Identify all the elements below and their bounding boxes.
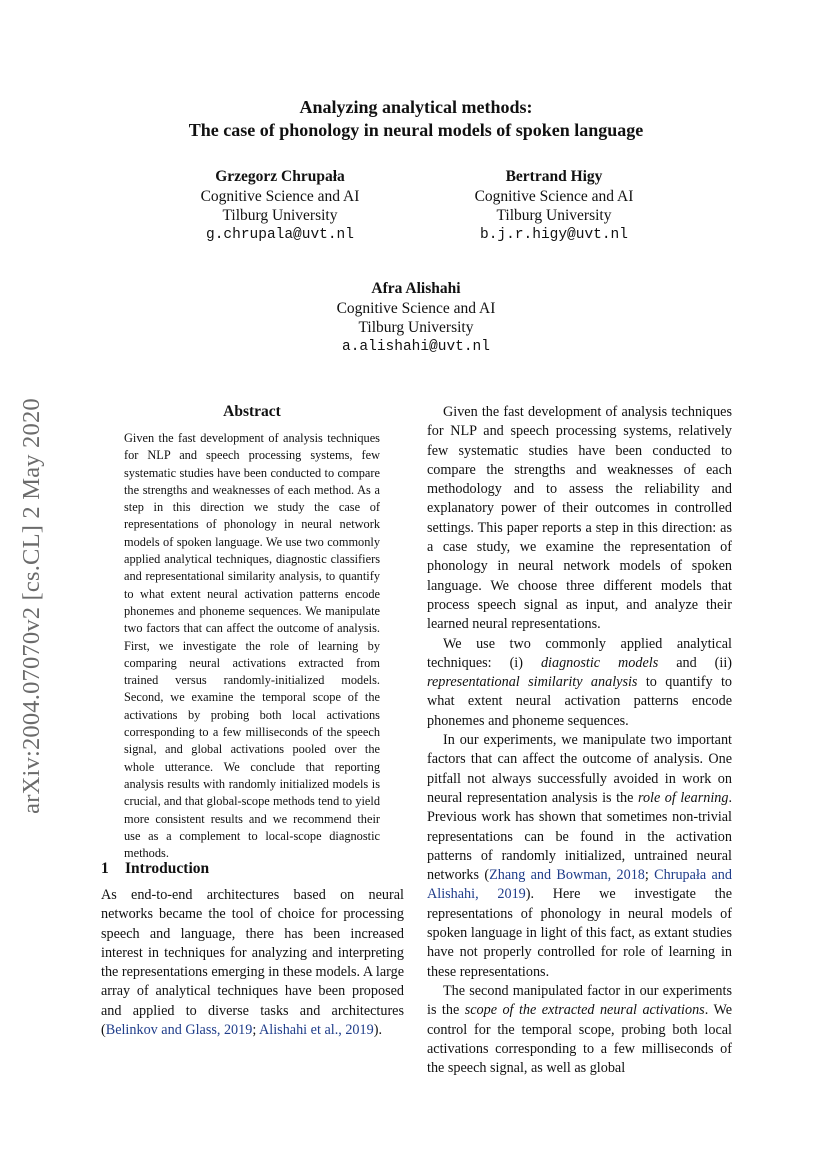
text-run: In our experiments, we manipulate two important factors that can affect the outcome of analysis. One pitfall not always successfully avoided in work on neural representation analysis is the <box>427 732 732 806</box>
author-name: Bertrand Higy <box>505 168 603 185</box>
author-block <box>454 167 654 245</box>
text-run: . Previous work has shown that sometimes non-trivial representations can be found in the activation patterns of randomly initialized, untrained neural networks ( <box>427 789 732 884</box>
text-run: ). Here we investigate the representations of phonology in neural models of spoken language in light of this fact, as extant studies have not properly controlled for role of learning in these representations. <box>427 886 732 980</box>
author-name: Afra Alishahi <box>371 280 461 297</box>
section-number: 1 <box>101 860 109 877</box>
arxiv-identifier: arXiv:2004.07070v2 [cs.CL] 2 May 2020 <box>18 398 45 814</box>
citation-link[interactable]: Alishahi et al., 2019 <box>259 1022 374 1039</box>
emphasis: diagnostic models <box>540 654 659 671</box>
text-run: ). <box>373 1022 382 1039</box>
author-university: Tilburg University <box>222 207 338 224</box>
body-paragraph <box>427 731 732 982</box>
citation-link[interactable]: Belinkov and Glass, 2019 <box>105 1022 253 1039</box>
text-run: . We control for the temporal scope, probing both local activations corresponding to a few milliseconds of the speech signal, as well as global <box>427 1002 732 1077</box>
body-paragraph <box>427 982 732 1078</box>
paper-title <box>100 96 732 142</box>
author-university: Tilburg University <box>358 319 474 336</box>
body-paragraph <box>427 635 732 731</box>
author-university: Tilburg University <box>496 207 612 224</box>
body-paragraph: Given the fast development of analysis techniques for NLP and speech processing systems, relatively few systematic studies have been conducted to compare the strengths and weaknesses of each methodology and to assess the reliability and explanatory power of their outcomes in controlled settings. This paper reports a step in this direction: as a case study, we examine the representation of phonology in neural network models of spoken language. We choose three different models that process speech signal as input, and analyze their learned neural representations. <box>427 404 732 633</box>
author-affiliation: Cognitive Science and AI <box>200 187 360 205</box>
section-title: Introduction <box>125 860 210 877</box>
abstract-heading: Abstract <box>223 403 281 420</box>
author-name: Grzegorz Chrupała <box>215 168 345 185</box>
abstract-text: Given the fast development of analysis techniques for NLP and speech processing systems, few systematic studies have been conducted to compare the strengths and weaknesses of each method. As a step in this direction we study the case of representations of phonology in neural network models of spoken language. We use two commonly applied analytical techniques, diagnostic classifiers and representational similarity analysis, to quantify to what extent neural activation patterns encode phonemes and phoneme sequences. We manipulate two factors that can affect the outcome of analysis. First, we investigate the role of learning by comparing neural activations extracted from trained versus randomly-initialized models. Second, we examine the temporal scope of the activations by probing both local activations corresponding to a few milliseconds of the speech signal, and global activations pooled over the whole utterance. We conclude that reporting analysis results with randomly initialized models is crucial, and that global-scope methods tend to yield more consistent results and we recommend their use as a complement to local-scope diagnostic methods. <box>124 431 380 861</box>
author-affiliation: Cognitive Science and AI <box>474 187 634 205</box>
citation-link[interactable]: Zhang and Bowman, 2018 <box>489 867 645 884</box>
text-run: and (ii) <box>658 654 732 671</box>
text-run: The second manipulated factor in our experiments is the <box>427 982 732 1019</box>
intro-column-left <box>101 886 404 1040</box>
text-run: to quantify to what extent neural activation patterns encode phonemes and phoneme sequences. <box>427 674 732 729</box>
emphasis: scope of the extracted neural activations <box>464 1002 705 1019</box>
citation-link[interactable]: Chrupała and Alishahi, 2019 <box>427 867 732 903</box>
arxiv-sidebar <box>4 366 60 846</box>
emphasis: representational similarity analysis <box>427 674 638 691</box>
text-run: ; <box>644 867 655 884</box>
section-heading-introduction <box>101 860 401 878</box>
title-line-2: The case of phonology in neural models of spoken language <box>188 120 644 140</box>
intro-column-right <box>427 403 732 1078</box>
text-run: As end-to-end architectures based on neural networks became the tool of choice for processing speech and language, there has been increased interest in techniques for analyzing and interpreting the representations emerging in these models. A large array of analytical techniques have been proposed and applied to diverse tasks and architectures ( <box>101 887 404 1039</box>
author-block <box>180 167 380 245</box>
author-email[interactable]: b.j.r.higy@uvt.nl <box>480 226 628 243</box>
title-line-1: Analyzing analytical methods: <box>299 97 533 117</box>
author-affiliation: Cognitive Science and AI <box>336 299 496 317</box>
author-email[interactable]: g.chrupala@uvt.nl <box>206 226 354 243</box>
emphasis: role of learning <box>637 789 729 806</box>
intro-paragraph <box>101 886 404 1040</box>
author-block <box>316 279 516 357</box>
author-email[interactable]: a.alishahi@uvt.nl <box>342 338 490 355</box>
text-run: We use two commonly applied analytical techniques: (i) <box>427 635 732 671</box>
text-run: ; <box>252 1022 260 1039</box>
